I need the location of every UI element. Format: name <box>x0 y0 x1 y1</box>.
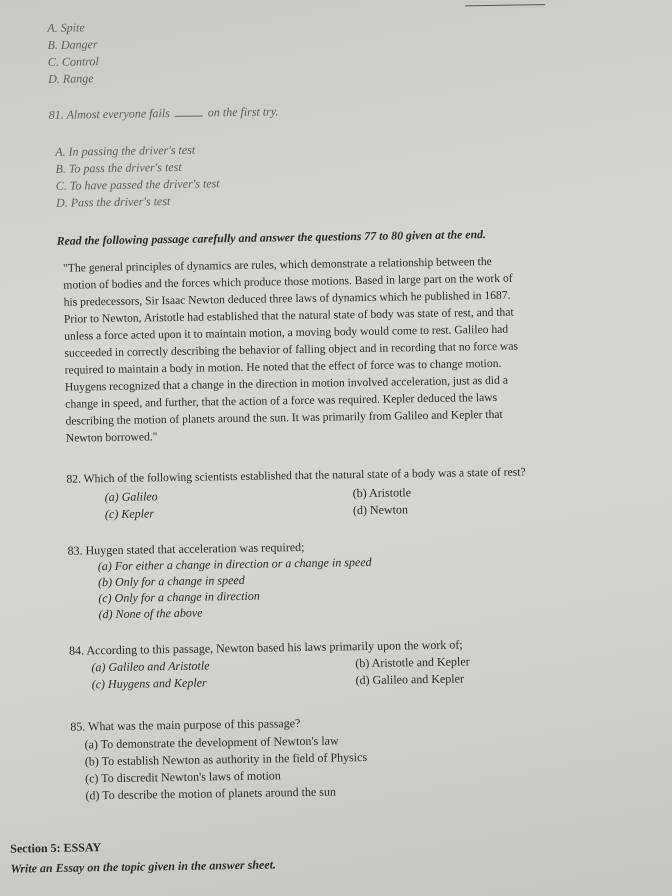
q83-option-a: (a) For either a change in direction or a change in speed <box>97 554 372 574</box>
q85-option-c: (c) To discredit Newton's laws of motion <box>85 768 281 786</box>
q81-stem-end: on the first try. <box>207 104 279 120</box>
q81-stem <box>49 103 279 123</box>
passage-instruction: Read the following passage carefully and answer the questions 77 to 80 given at the end. <box>56 227 487 248</box>
q82-stem: 82. Which of the following scientists established that the natural state of a body was a state of rest? <box>66 465 526 486</box>
passage-line: describing the motion of planets around the sun. It was primarily from Galileo and Kepler that <box>65 407 503 428</box>
q85-option-b: (b) To establish Newton as authority in the field of Physics <box>84 749 368 769</box>
q83-option-d: (d) None of the above <box>98 605 203 622</box>
passage-line: motion of bodies and the forces which produce those motions. Based in large part on the work of <box>63 271 513 292</box>
passage-line: Newton borrowed." <box>65 430 158 445</box>
q85-option-d: (d) To describe the motion of planets around the sun <box>85 784 337 803</box>
passage-line: Huygens recognized that a change in the direction in motion involved acceleration, just as did a <box>64 373 509 394</box>
prev-option-d: D. Range <box>48 71 94 86</box>
passage-line: his predecessors, Sir Isaac Newton deduced three laws of dynamics which he published in 1687. <box>63 288 511 309</box>
q82-option-c: (c) Kepler <box>104 506 155 522</box>
q81-blank <box>175 105 203 116</box>
q84-option-c: (c) Huygens and Kepler <box>91 675 207 692</box>
q84-option-d: (d) Galileo and Kepler <box>355 671 465 688</box>
top-answer-line <box>465 4 545 6</box>
q81-option-d: D. Pass the driver's test <box>55 194 171 210</box>
q82-option-a: (a) Galileo <box>104 489 158 505</box>
q81-number: 81. <box>48 107 64 122</box>
passage-line: Prior to Newton, Aristotle had established that the natural state of body was state of rest, and that <box>63 305 514 326</box>
q84-stem: 84. According to this passage, Newton based his laws primarily upon the work of; <box>69 637 463 658</box>
passage-line: unless a force acted upon it to maintain motion, a moving body would come to rest. Galileo had <box>64 322 509 343</box>
passage-line: required to maintain a body in motion. He noted that the effect of force was to change motion. <box>64 356 502 377</box>
passage-line: change in speed, and further, that the action of a force was required. Kepler deduced the laws <box>65 390 498 411</box>
passage-line: "The general principles of dynamics are rules, which demonstrate a relationship between the <box>63 254 492 275</box>
q85-stem: 85. What was the main purpose of this passage? <box>70 716 301 734</box>
q81-option-c: C. To have passed the driver's test <box>55 176 220 193</box>
q82-option-b: (b) Aristotle <box>352 485 412 501</box>
q82-option-d: (d) Newton <box>352 502 409 518</box>
prev-option-b: B. Danger <box>47 37 98 52</box>
q81-option-a: A. In passing the driver's test <box>55 142 196 159</box>
essay-instruction: Write an Essay on the topic given in the answer sheet. <box>10 857 277 876</box>
q81-stem-start: Almost everyone fails <box>66 106 170 122</box>
q84-option-a: (a) Galileo and Aristotle <box>91 658 210 675</box>
essay-section-title: Section 5: ESSAY <box>10 840 102 856</box>
q81-option-b: B. To pass the driver's test <box>55 159 182 176</box>
q83-option-b: (b) Only for a change in speed <box>97 572 245 590</box>
q83-stem: 83. Huygen stated that acceleration was required; <box>67 539 305 558</box>
q84-option-b: (b) Aristotle and Kepler <box>355 654 470 671</box>
q85-option-a: (a) To demonstrate the development of Newton's law <box>84 733 339 752</box>
prev-option-a: A. Spite <box>47 20 85 35</box>
q83-option-c: (c) Only for a change in direction <box>98 588 260 606</box>
passage-line: succeeded in correctly describing the behavior of falling object and in recording that no force was <box>64 339 519 360</box>
prev-option-c: C. Control <box>47 54 99 69</box>
